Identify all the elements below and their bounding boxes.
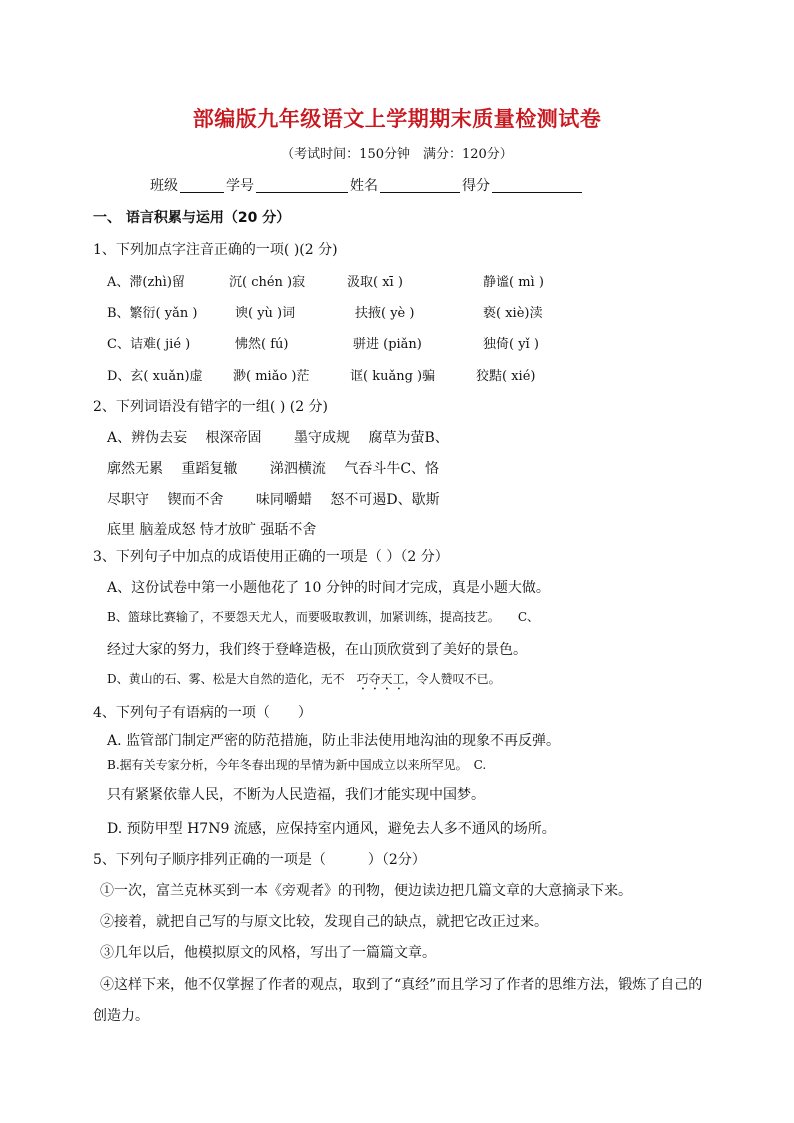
q1-a-word-4: 静谧( mì ) bbox=[483, 275, 544, 290]
q1-d-word-4: 狡黠( xié) bbox=[476, 369, 536, 384]
q1-c-word-2: 怫然( fú) bbox=[235, 337, 289, 352]
q3-option-c: 经过大家的努力，我们终于登峰造极，在山顶欣赏到了美好的景色。 bbox=[107, 642, 527, 658]
class-blank[interactable] bbox=[180, 178, 224, 193]
score-label: 得分 bbox=[462, 178, 490, 194]
q5-sentence-4: ④这样下来，他不仅掌握了作者的观点，取到了“真经”而且学习了作者的思维方法，锻炼了自己的 bbox=[100, 977, 703, 993]
q1-d-word-3: 诓( kuǎng )骗 bbox=[350, 369, 436, 384]
q3-option-b: B、篮球比赛输了，不要怨天尤人，而要吸取教训，加紧训练，提高技艺。 C、 bbox=[107, 610, 540, 624]
q1-option-a: A、滞(zhì)留 bbox=[107, 275, 185, 290]
q3-d-dotted-idiom: 巧夺天工 bbox=[356, 672, 405, 686]
section-heading: 一、 语言积累与运用（20 分） bbox=[93, 210, 291, 226]
q3-d-prefix: D、黄山的石、雾、松是大自然的造化，无不 bbox=[107, 672, 357, 686]
q4-option-c: 只有紧紧依靠人民，不断为人民造福，我们才能实现中国梦。 bbox=[107, 787, 485, 803]
exam-subtitle: （考试时间：150分钟 满分：120分） bbox=[281, 147, 513, 162]
q1-b-word-2: 谀( yù )词 bbox=[235, 306, 296, 321]
question-5-stem: 5、下列句子顺序排列正确的一项是（ ）（2分） bbox=[93, 852, 426, 868]
question-2-stem: 2、下列词语没有错字的一组( ) (2 分) bbox=[93, 399, 329, 415]
q5-sentence-3: ③几年以后，他模拟原文的风格，写出了一篇篇文章。 bbox=[100, 945, 436, 961]
q2-line-2: 廓然无累 重蹈复辙 涕泗横流 气吞斗牛C、恪 bbox=[107, 461, 440, 477]
q1-a-word-3: 汲取( xī ) bbox=[347, 275, 403, 290]
question-3-stem: 3、下列句子中加点的成语使用正确的一项是（ ）（2 分） bbox=[93, 549, 449, 565]
q1-d-word-2: 渺( miǎo )茫 bbox=[233, 369, 310, 384]
question-1-stem: 1、下列加点字注音正确的一项( )(2 分) bbox=[93, 242, 338, 258]
q5-sentence-1: ①一次，富兰克林买到一本《旁观者》的刊物，便边读边把几篇文章的大意摘录下来。 bbox=[100, 883, 632, 899]
q3-d-suffix: ，令人赞叹不已。 bbox=[404, 672, 501, 686]
q2-line-1: A、辨伪去妄 根深帝固 墨守成规 腐草为萤B、 bbox=[107, 430, 449, 446]
name-label: 姓名 bbox=[350, 178, 378, 194]
q1-option-b: B、繁衍( yǎn ) bbox=[107, 306, 198, 321]
q4-option-a: A. 监管部门制定严密的防范措施，防止非法使用地沟油的现象不再反弹。 bbox=[107, 733, 561, 749]
q1-option-d: D、玄( xuǎn)虚 bbox=[107, 369, 203, 384]
q2-line-4: 底里 脑羞成怒 恃才放旷 强聒不舍 bbox=[107, 522, 317, 538]
q5-sentence-2: ②接着，就把自己写的与原文比较，发现自己的缺点，就把它改正过来。 bbox=[100, 914, 548, 930]
id-label: 学号 bbox=[226, 178, 254, 194]
student-info-line bbox=[150, 175, 584, 195]
name-blank[interactable] bbox=[380, 178, 460, 193]
class-label: 班级 bbox=[150, 178, 178, 194]
q4-option-b: B.据有关专家分析，今年冬春出现的旱情为新中国成立以来所罕见。 C. bbox=[107, 758, 487, 772]
q3-option-a: A、这份试卷中第一小题他花了 10 分钟的时间才完成，真是小题大做。 bbox=[107, 580, 550, 596]
question-4-stem: 4、下列句子有语病的一项（ ） bbox=[93, 705, 312, 721]
q1-a-word-2: 沉( chén )寂 bbox=[229, 275, 306, 290]
q5-sentence-4-continued: 创造力。 bbox=[93, 1008, 149, 1024]
q3-option-d bbox=[107, 670, 501, 693]
q2-line-3: 尽职守 锲而不舍 味同嚼蜡 怒不可遏D、歇斯 bbox=[107, 492, 440, 508]
q1-c-word-3: 骈进 (piǎn) bbox=[353, 337, 422, 352]
q4-option-d: D. 预防甲型 H7N9 流感，应保持室内通风，避免去人多不通风的场所。 bbox=[107, 821, 556, 837]
id-blank[interactable] bbox=[256, 178, 348, 193]
q1-b-word-4: 亵( xiè)渎 bbox=[483, 306, 543, 321]
score-blank[interactable] bbox=[492, 178, 582, 193]
q1-option-c: C、诘难( jié ) bbox=[107, 337, 191, 352]
q1-c-word-4: 独倚( yǐ ) bbox=[483, 337, 539, 352]
q1-b-word-3: 扶掖( yè ) bbox=[355, 306, 415, 321]
exam-title: 部编版九年级语文上学期期末质量检测试卷 bbox=[192, 107, 602, 131]
